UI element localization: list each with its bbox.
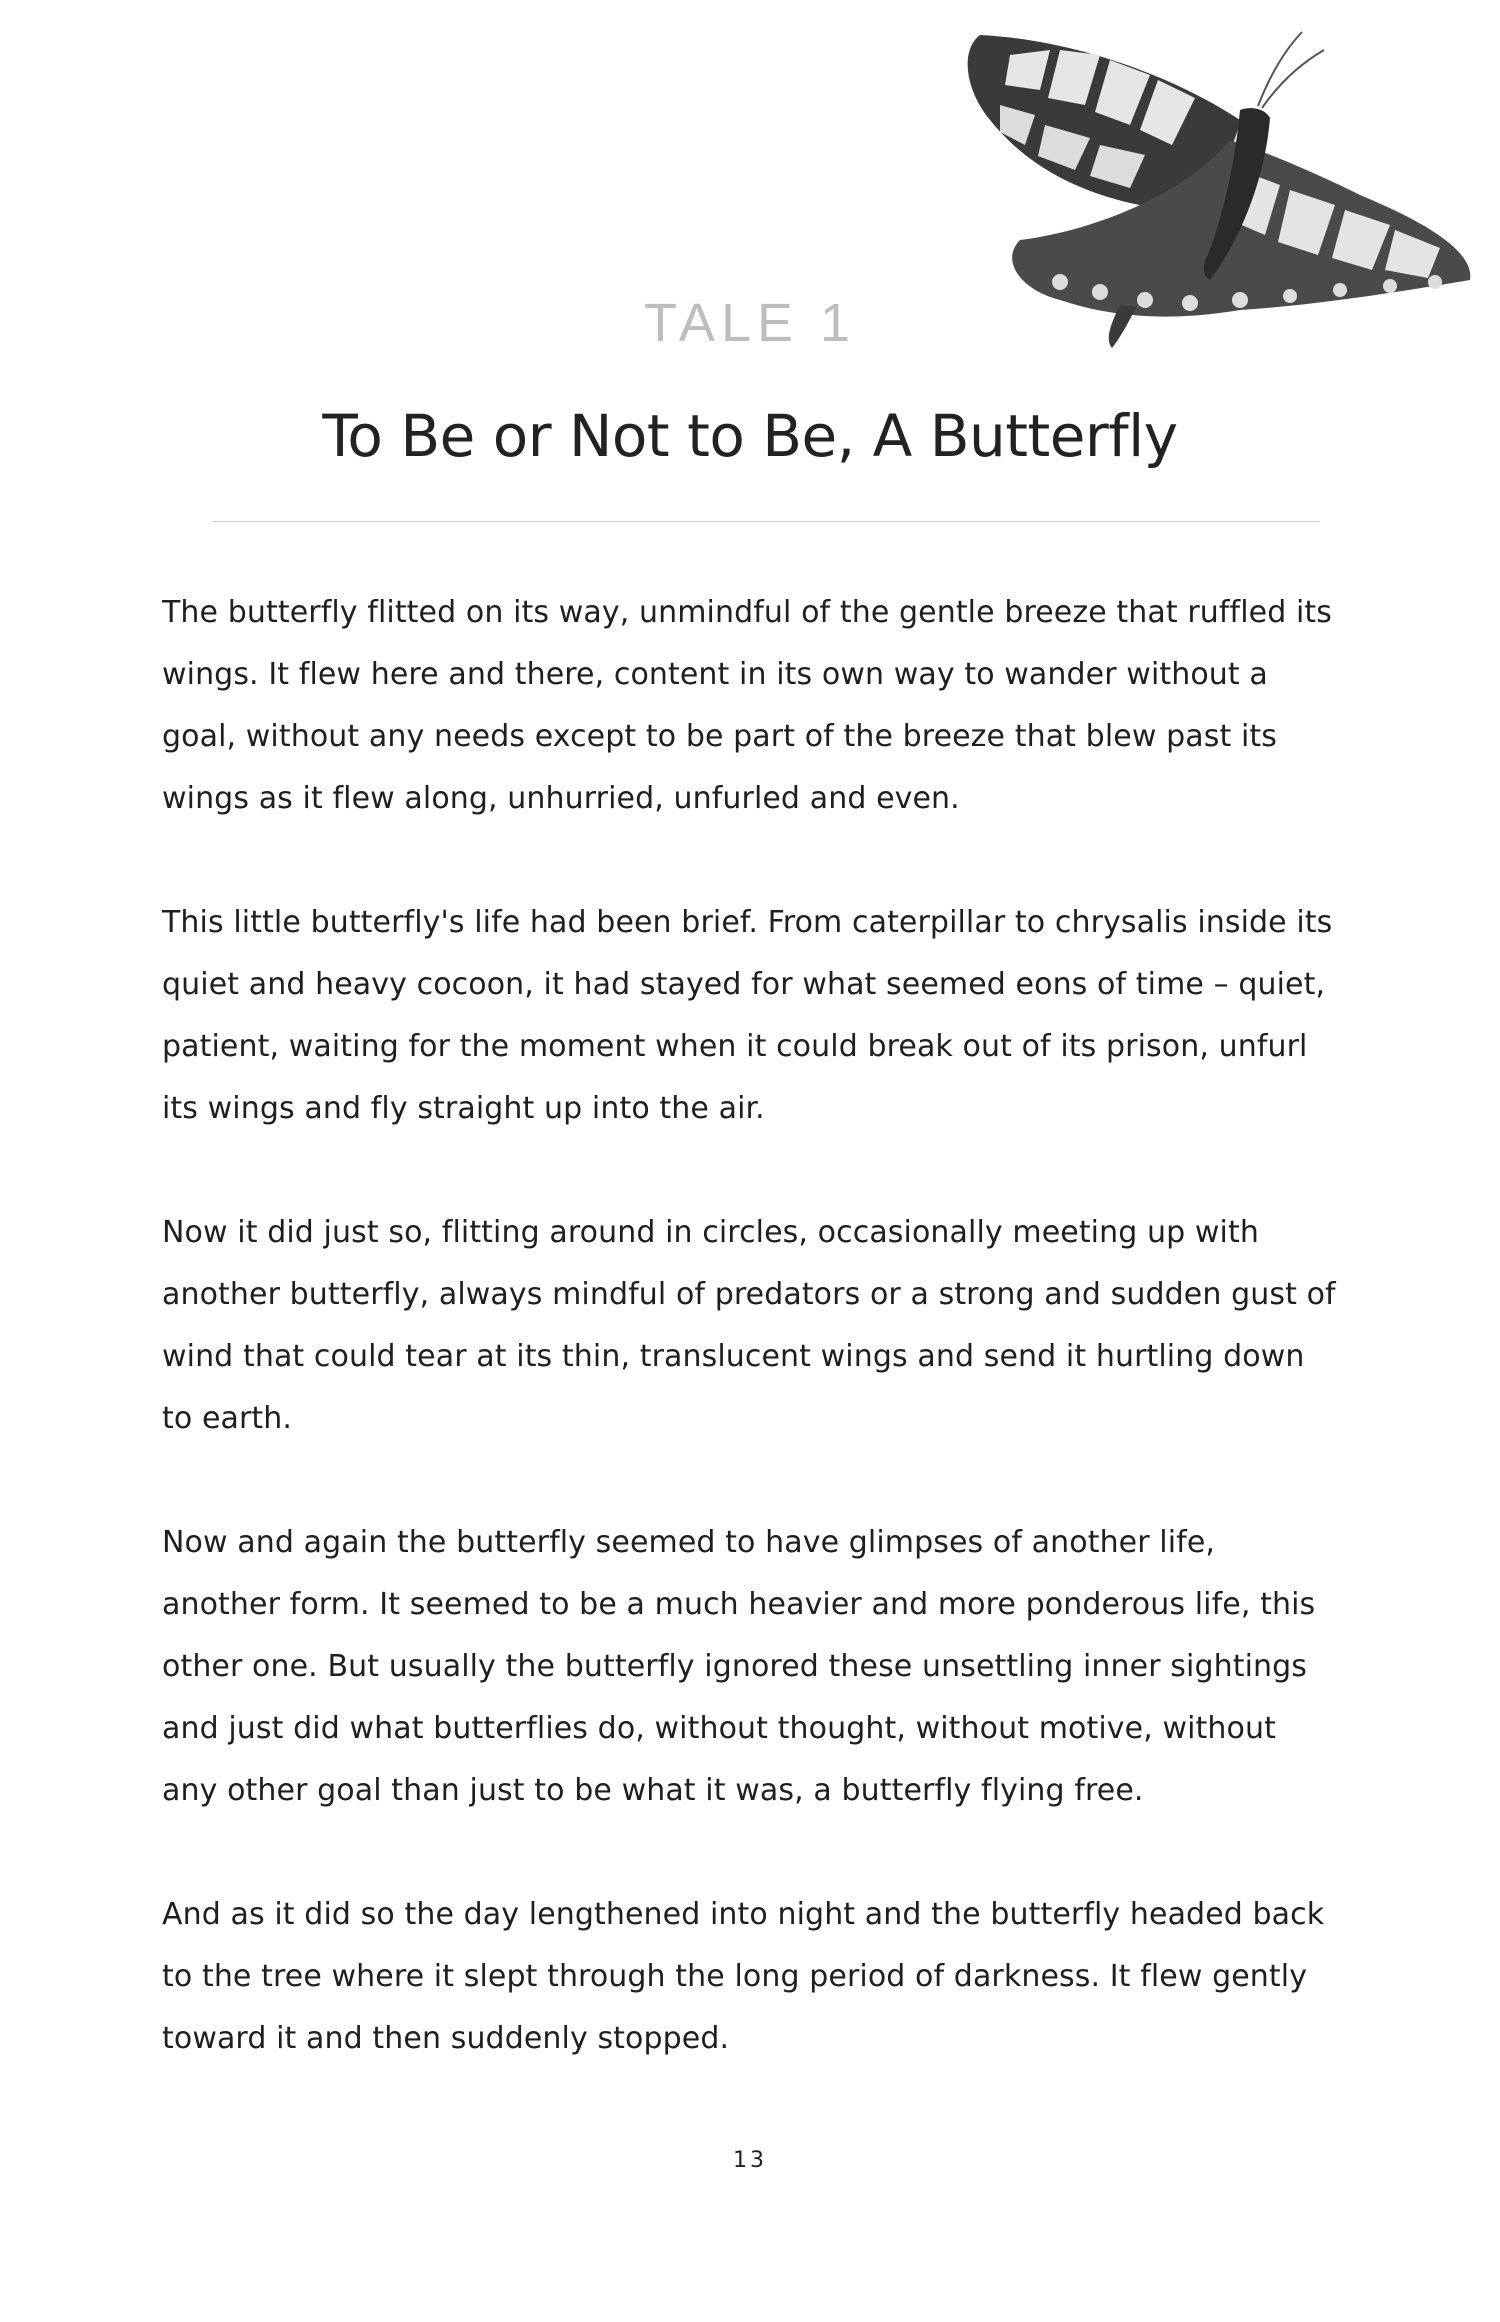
chapter-title: To Be or Not to Be, A Butterfly	[322, 402, 1178, 470]
chapter-label: TALE 1	[643, 293, 857, 353]
paragraph: And as it did so the day lengthened into night and the butterfly headed back to the tree where it slept through the long period of darkness. It flew gently toward it and then suddenly stopped.	[162, 1897, 1325, 2056]
title-divider	[213, 521, 1320, 522]
paragraph: This little butterfly's life had been brief. From caterpillar to chrysalis inside its quiet and heavy cocoon, it had stayed for what seemed eons of time – quiet, patient, waiting for the moment when it could break out of its prison, unfurl its wings and fly straight up into the air.	[162, 905, 1333, 1126]
paragraph: Now and again the butterfly seemed to have glimpses of another life, another form. It seemed to be a much heavier and more ponderous life, this other one. But usually the butterfly ignored these unsettling inner sightings and just did what butterflies do, without thought, without motive, without any other goal than just to be what it was, a butterfly flying free.	[162, 1525, 1316, 1808]
body-text	[162, 582, 1337, 2132]
page-number: 13	[733, 2148, 767, 2173]
paragraph: Now it did just so, flitting around in circles, occasionally meeting up with another butterfly, always mindful of predators or a strong and sudden gust of wind that could tear at its thin, translucent wings and send it hurtling down to earth.	[162, 1215, 1336, 1436]
paragraph: The butterfly flitted on its way, unmindful of the gentle breeze that ruffled its wings. It flew here and there, content in its own way to wander without a goal, without any needs except to be part of the breeze that blew past its wings as it flew along, unhurried, unfurled and even.	[162, 595, 1333, 816]
